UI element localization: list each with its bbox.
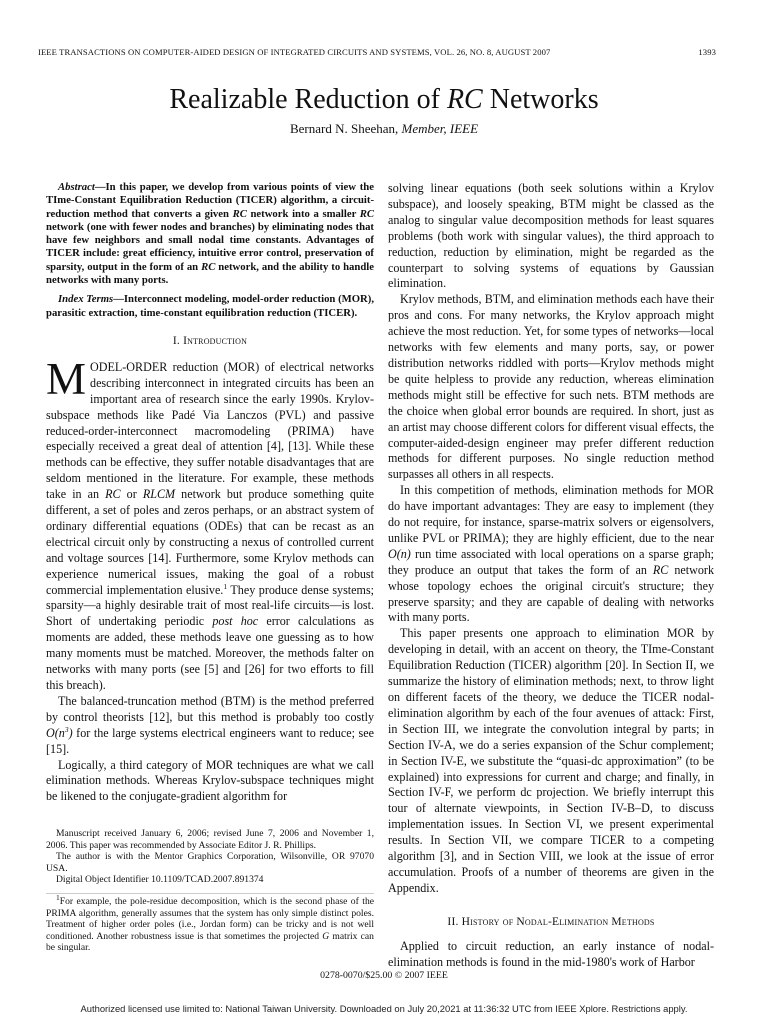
paper-title xyxy=(0,80,768,120)
right-paragraph-1: solving linear equations (both seek solutions within a Krylov subspace), and loosely speaking, BTM might be classed as the analog to singular value decomposition methods for least squares problems (both work with singular values), the third approach to reduction, reduction by elimination, might be regarded as the counterpart to solving systems of equations by Gaussian elimination. xyxy=(388,181,714,291)
license-notice: Authorized licensed use limited to: National Taiwan University. Downloaded on July 20,2021 at 11:36:32 UTC from IEEE Xplore. Restrictions apply. xyxy=(80,1003,688,1014)
index-terms xyxy=(46,293,374,320)
intro-p2-math-2: ) xyxy=(68,725,73,740)
abstract xyxy=(46,181,374,287)
footnote-marker: 1 xyxy=(223,581,228,591)
intro-paragraph-2 xyxy=(46,694,374,758)
abstract-text-3: network (one with fewer nodes and branches) by eliminating nodes that have few neighbors and small nodal time constants. Advantages of TICER include: great efficiency, intuitive error control, preservation of sparsity, output in the form of an xyxy=(46,220,374,273)
intro-p2-text-1: The balanced-truncation method (BTM) is the method preferred by control theorists [12], but this method is probably too costly xyxy=(46,693,374,724)
footnote-1-text xyxy=(46,892,374,954)
section-heading-introduction xyxy=(46,334,374,350)
footnote-divider xyxy=(46,893,374,894)
abstract-text-1: —In this paper, we develop from various points of view the TIme-Constant Equilibration Reduction (TICER) algorithm, a circuit-reduction method that converts a given xyxy=(46,181,374,220)
section-heading-history xyxy=(388,915,714,931)
author-affiliation: Member, IEEE xyxy=(401,121,479,136)
intro-p1-italic: post hoc xyxy=(212,614,259,629)
author-address: The author is with the Mentor Graphics Corporation, Wilsonville, OR 97070 USA. xyxy=(46,851,374,874)
footnote-1-text-1: For example, the pole-residue decomposition, which is the second phase of the PRIMA algorithm, generally assumes that the system has only simple distinct poles. Treatment of higher order poles (i.e., Jordan form) can be tricky and is not well conditioned. Another robustness issue is that sometimes the projected xyxy=(46,896,374,942)
drop-cap: M xyxy=(46,353,87,404)
right-paragraph-2: Krylov methods, BTM, and elimination methods each have their pros and cons. For many networks, the Krylov approach might achieve the most reduction. Yet, for some types of networks—local networks with few elements and many ports, say, or power distribution networks riddled with ports—Krylov methods might be quite helpless to provide any reduction, whereas elimination methods might still be effective for such nets. BTM methods are the choice when global error bounds are required. In short, just as an artist may choose different colors for different visual effects, the computer-aided-design engineer may prefer different reduction methods for different purposes. No single reduction method surpasses all others in all respects. xyxy=(388,292,714,482)
index-terms-lead: Index Terms xyxy=(58,293,114,306)
left-column xyxy=(46,181,374,805)
manuscript-footnote xyxy=(46,828,374,886)
footnote-1-text-2: matrix can be singular. xyxy=(46,930,374,954)
section-2-number: II. xyxy=(447,915,462,928)
footnote-1-math: G xyxy=(322,930,330,942)
page-number: 1393 xyxy=(698,47,716,57)
right-p3-text-2: run time associated with local operations on a sparse graph; they produce an output that takes the form of an xyxy=(388,546,714,577)
title-text-start: Realizable Reduction of xyxy=(169,84,447,115)
title-text-end: Networks xyxy=(482,84,599,115)
intro-p2-exponent: 3 xyxy=(64,724,69,734)
intro-paragraph-3: Logically, a third category of MOR techniques are what we call elimination methods. Whereas Krylov-subspace techniques might be likened to the conjugate-gradient algorithm for xyxy=(46,757,374,804)
intro-p1-text-5: error calculations as moments are added, these methods leave one guessing as to how many moments must be matched. Moreover, the methods falter on networks with many ports (see [5] and [26] for two efforts to fill this breach). xyxy=(46,614,374,692)
intro-p2-text-2: for the large systems electrical engineers want to reduce; see [15]. xyxy=(46,725,374,756)
intro-p1-text-3: network but produce something quite different, a set of poles and zeros perhaps, or an abstract system of ordinary differential equations (ODEs) that can be recast as an electrical circuit only by constructing a nexus of controlled current and voltage sources [14]. Furthermore, some Krylov methods can experience numerical issues, making the goal of a robust commercial implementation elusive. xyxy=(46,487,374,597)
right-column xyxy=(388,181,714,971)
manuscript-received: Manuscript received January 6, 2006; revised June 7, 2006 and November 1, 2006. This paper was recommended by Associate Editor J. R. Phillips. xyxy=(46,828,374,851)
abstract-math-2: RC xyxy=(359,207,374,220)
section-2-title: History of Nodal-Elimination Methods xyxy=(461,915,655,928)
author-name: Bernard N. Sheehan, xyxy=(289,121,399,136)
right-p3-text-1: In this competition of methods, elimination methods for MOR do have important advantages: They are easy to implement (they do not require, for instance, sparse-matrix solvers or eigensolvers, unlike PVL or PRIMA); they are highly efficient, due to the near xyxy=(388,483,714,545)
index-terms-text: —Interconnect modeling, model-order reduction (MOR), parasitic extraction, time-constant equilibration reduction (TICER). xyxy=(46,293,374,319)
intro-p1-math-1: RC xyxy=(105,487,121,502)
right-p3-math-1: O(n) xyxy=(388,546,411,561)
journal-name: IEEE TRANSACTIONS ON COMPUTER-AIDED DESIGN OF INTEGRATED CIRCUITS AND SYSTEMS, VOL. 26, NO. 8, AUGUST 2007 xyxy=(38,47,551,57)
copyright-line: 0278-0070/$25.00 © 2007 IEEE xyxy=(320,970,448,981)
right-paragraph-4: This paper presents one approach to elimination MOR by developing in detail, with an accent on theory, the TIme-Constant Equilibration Reduction (TICER) algorithm [20]. In Section II, we summarize the history of elimination methods; next, to throw light on different facets of the theory, we deduce the TICER nodal-elimination algorithm by each of the four avenues of attack: First, in Section III, we integrate the convolution integral by parts; in Section IV-A, we do a series expansion of the Schur complement; in Section IV-E, we substitute the “quasi-dc approximation” (to be explained) into expressions for current and charge; and finally, in Section IV-F, we perform dc projection. We briefly interrupt this tour of alternate viewpoints, in Section IV-B–D, to discuss implementation issues. In Section VI, we present experimental results. In Section VII, we compare TICER to a competing algorithm [3], and in Section VIII, we look at the issue of error accumulation. Proofs of a number of theorems are given in the Appendix. xyxy=(388,626,714,895)
intro-p1-text-2: or xyxy=(120,487,143,502)
right-p3-math-2: RC xyxy=(652,562,669,577)
section-number: I. xyxy=(172,334,184,347)
footnote-1 xyxy=(46,892,374,954)
footnote-1-marker: 1 xyxy=(56,892,60,902)
author-line xyxy=(0,121,768,137)
abstract-text-4: network, and the ability to handle networks with many ports. xyxy=(46,260,374,287)
title-math: RC xyxy=(446,84,483,115)
abstract-math-3: RC xyxy=(201,260,216,273)
right-paragraph-5: Applied to circuit reduction, an early instance of nodal-elimination methods is found in the mid-1980's work of Harbor xyxy=(388,938,714,969)
running-header xyxy=(38,47,716,57)
right-p3-text-3: network whose topology echoes the original circuit's structure; they preserve sparsity; and they are capable of dealing with networks with many ports. xyxy=(388,562,714,625)
intro-p1-text-4: They produce dense systems; sparsity—a highly desirable trait of most real-life circuits—is lost. Short of undertaking periodic xyxy=(46,582,375,629)
intro-paragraph-1 xyxy=(46,353,375,694)
right-paragraph-3 xyxy=(388,483,714,626)
abstract-text-2: network into a smaller xyxy=(246,207,360,220)
abstract-math-1: RC xyxy=(232,207,247,220)
doi-line: Digital Object Identifier 10.1109/TCAD.2007.891374 xyxy=(56,874,264,886)
abstract-lead: Abstract xyxy=(58,181,95,193)
intro-p2-math-1: O(n xyxy=(46,725,65,740)
intro-p1-text-1: ODEL-ORDER reduction (MOR) of electrical networks describing interconnect in integrated circuits has been an important area of research since the early 1990s. Krylov-subspace methods like Padé Via Lanczos (PVL) and passive reduced-order-interconnect macromodeling (PRIMA) have especially received a great deal of attention [4], [13]. While these methods can be effective, they suffer notable disadvantages that are seldom mentioned in the literature. For example, these methods take in an xyxy=(46,359,374,502)
section-title: Introduction xyxy=(183,334,248,347)
intro-p1-math-2: RLCM xyxy=(142,487,176,502)
